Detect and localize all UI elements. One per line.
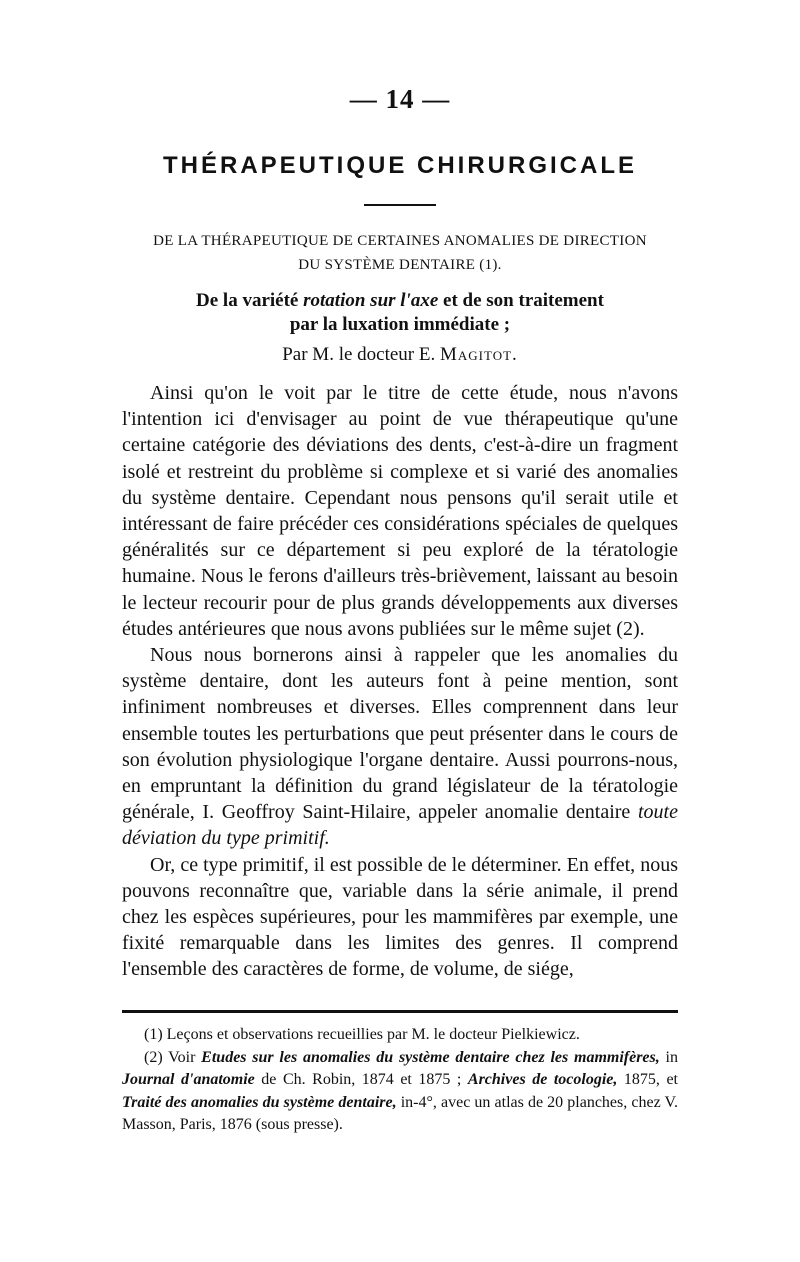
footnote-divider xyxy=(122,1010,678,1013)
footnote-italic-text: Journal d'anatomie xyxy=(122,1071,255,1088)
footnote-text: in xyxy=(659,1048,678,1066)
article-heading-line-1 xyxy=(0,290,800,312)
page-number: — 14 — xyxy=(349,84,451,114)
paragraph: Or, ce type primitif, il est possible de le déterminer. En effet, nous pouvons reconnaître que, variable dans la série animale, il prend chez les espèces supérieures, pour les mammifères par exemple, une fixité remarquable dans les limites des genres. Il comprend l'ensemble des caractères de forme, de volume, de siége, xyxy=(122,853,678,981)
footnote-text: (2) Voir xyxy=(144,1048,202,1066)
section-title: THÉRAPEUTIQUE CHIRURGICALE xyxy=(162,152,637,179)
footnote-text: de Ch. Robin, 1874 et 1875 ; xyxy=(254,1071,468,1088)
footnote-italic-text: Archives de tocologie, xyxy=(467,1071,618,1088)
heading-text: De la variété xyxy=(196,290,304,311)
subtitle-line-1: DE LA THÉRAPEUTIQUE DE CERTAINES ANOMALIES DE DIRECTION xyxy=(153,233,647,249)
author-line xyxy=(0,344,800,366)
footnote-italic-text: Etudes sur les anomalies du système dentaire chez les mammifères, xyxy=(201,1048,660,1066)
footnote-text: 1875, et xyxy=(617,1071,678,1088)
paragraph-text: Nous nous bornerons ainsi à rappeler que les anomalies du système dentaire, dont les auteurs font à peine mention, sont infiniment nombreuses et diverses. Elles comprennent dans leur ensemble toutes les perturbations que peut présenter dans le cours de son évolution physiologique l'organe dentaire. Aussi pourrons-nous, en empruntant la définition du grand législateur de la tératologie générale, I. Geoffroy Saint-Hilaire, appeler anomalie dentaire xyxy=(122,644,678,824)
paragraph xyxy=(122,642,678,852)
footnote-italic-text: Traité des anomalies du système dentaire, xyxy=(122,1093,397,1111)
footnote-text: in-4°, avec un atlas de 20 planches, chez V. Masson, Paris, 1876 (sous presse). xyxy=(122,1093,678,1133)
subtitle-line-2: DU SYSTÈME DENTAIRE (1). xyxy=(298,257,502,273)
paragraph-italic-text: toute déviation du type primitif. xyxy=(122,801,678,850)
heading-text: et de son traitement xyxy=(438,290,604,311)
author-name: Magitot. xyxy=(439,344,518,365)
title-divider xyxy=(364,204,436,206)
article-body xyxy=(122,380,678,983)
footnote-2 xyxy=(122,1047,678,1137)
article-heading-line-2: par la luxation immédiate ; xyxy=(289,314,511,335)
paragraph: Ainsi qu'on le voit par le titre de cette étude, nous n'avons l'intention ici d'envisager au point de vue thérapeutique qu'une certaine catégorie des déviations des dents, c'est-à-dire un fragment isolé et restreint du problème si complexe et si varié des anomalies du système dentaire. Cependant nous pensons qu'il serait utile et intéressant de faire précéder ces considérations spéciales de quelques généralités sur ce département si peu exploré de la tératologie humaine. Nous le ferons d'ailleurs très-brièvement, laissant au besoin le lecteur recourir pour de plus grands développements aux diverses études antérieures que nous avons publiées sur le même sujet (2). xyxy=(122,382,678,640)
footnote-1: (1) Leçons et observations recueillies par M. le docteur Pielkiewicz. xyxy=(144,1026,580,1043)
footnotes xyxy=(122,1024,678,1137)
author-prefix: Par M. le docteur E. xyxy=(282,344,440,365)
heading-italic-text: rotation sur l'axe xyxy=(303,290,439,311)
